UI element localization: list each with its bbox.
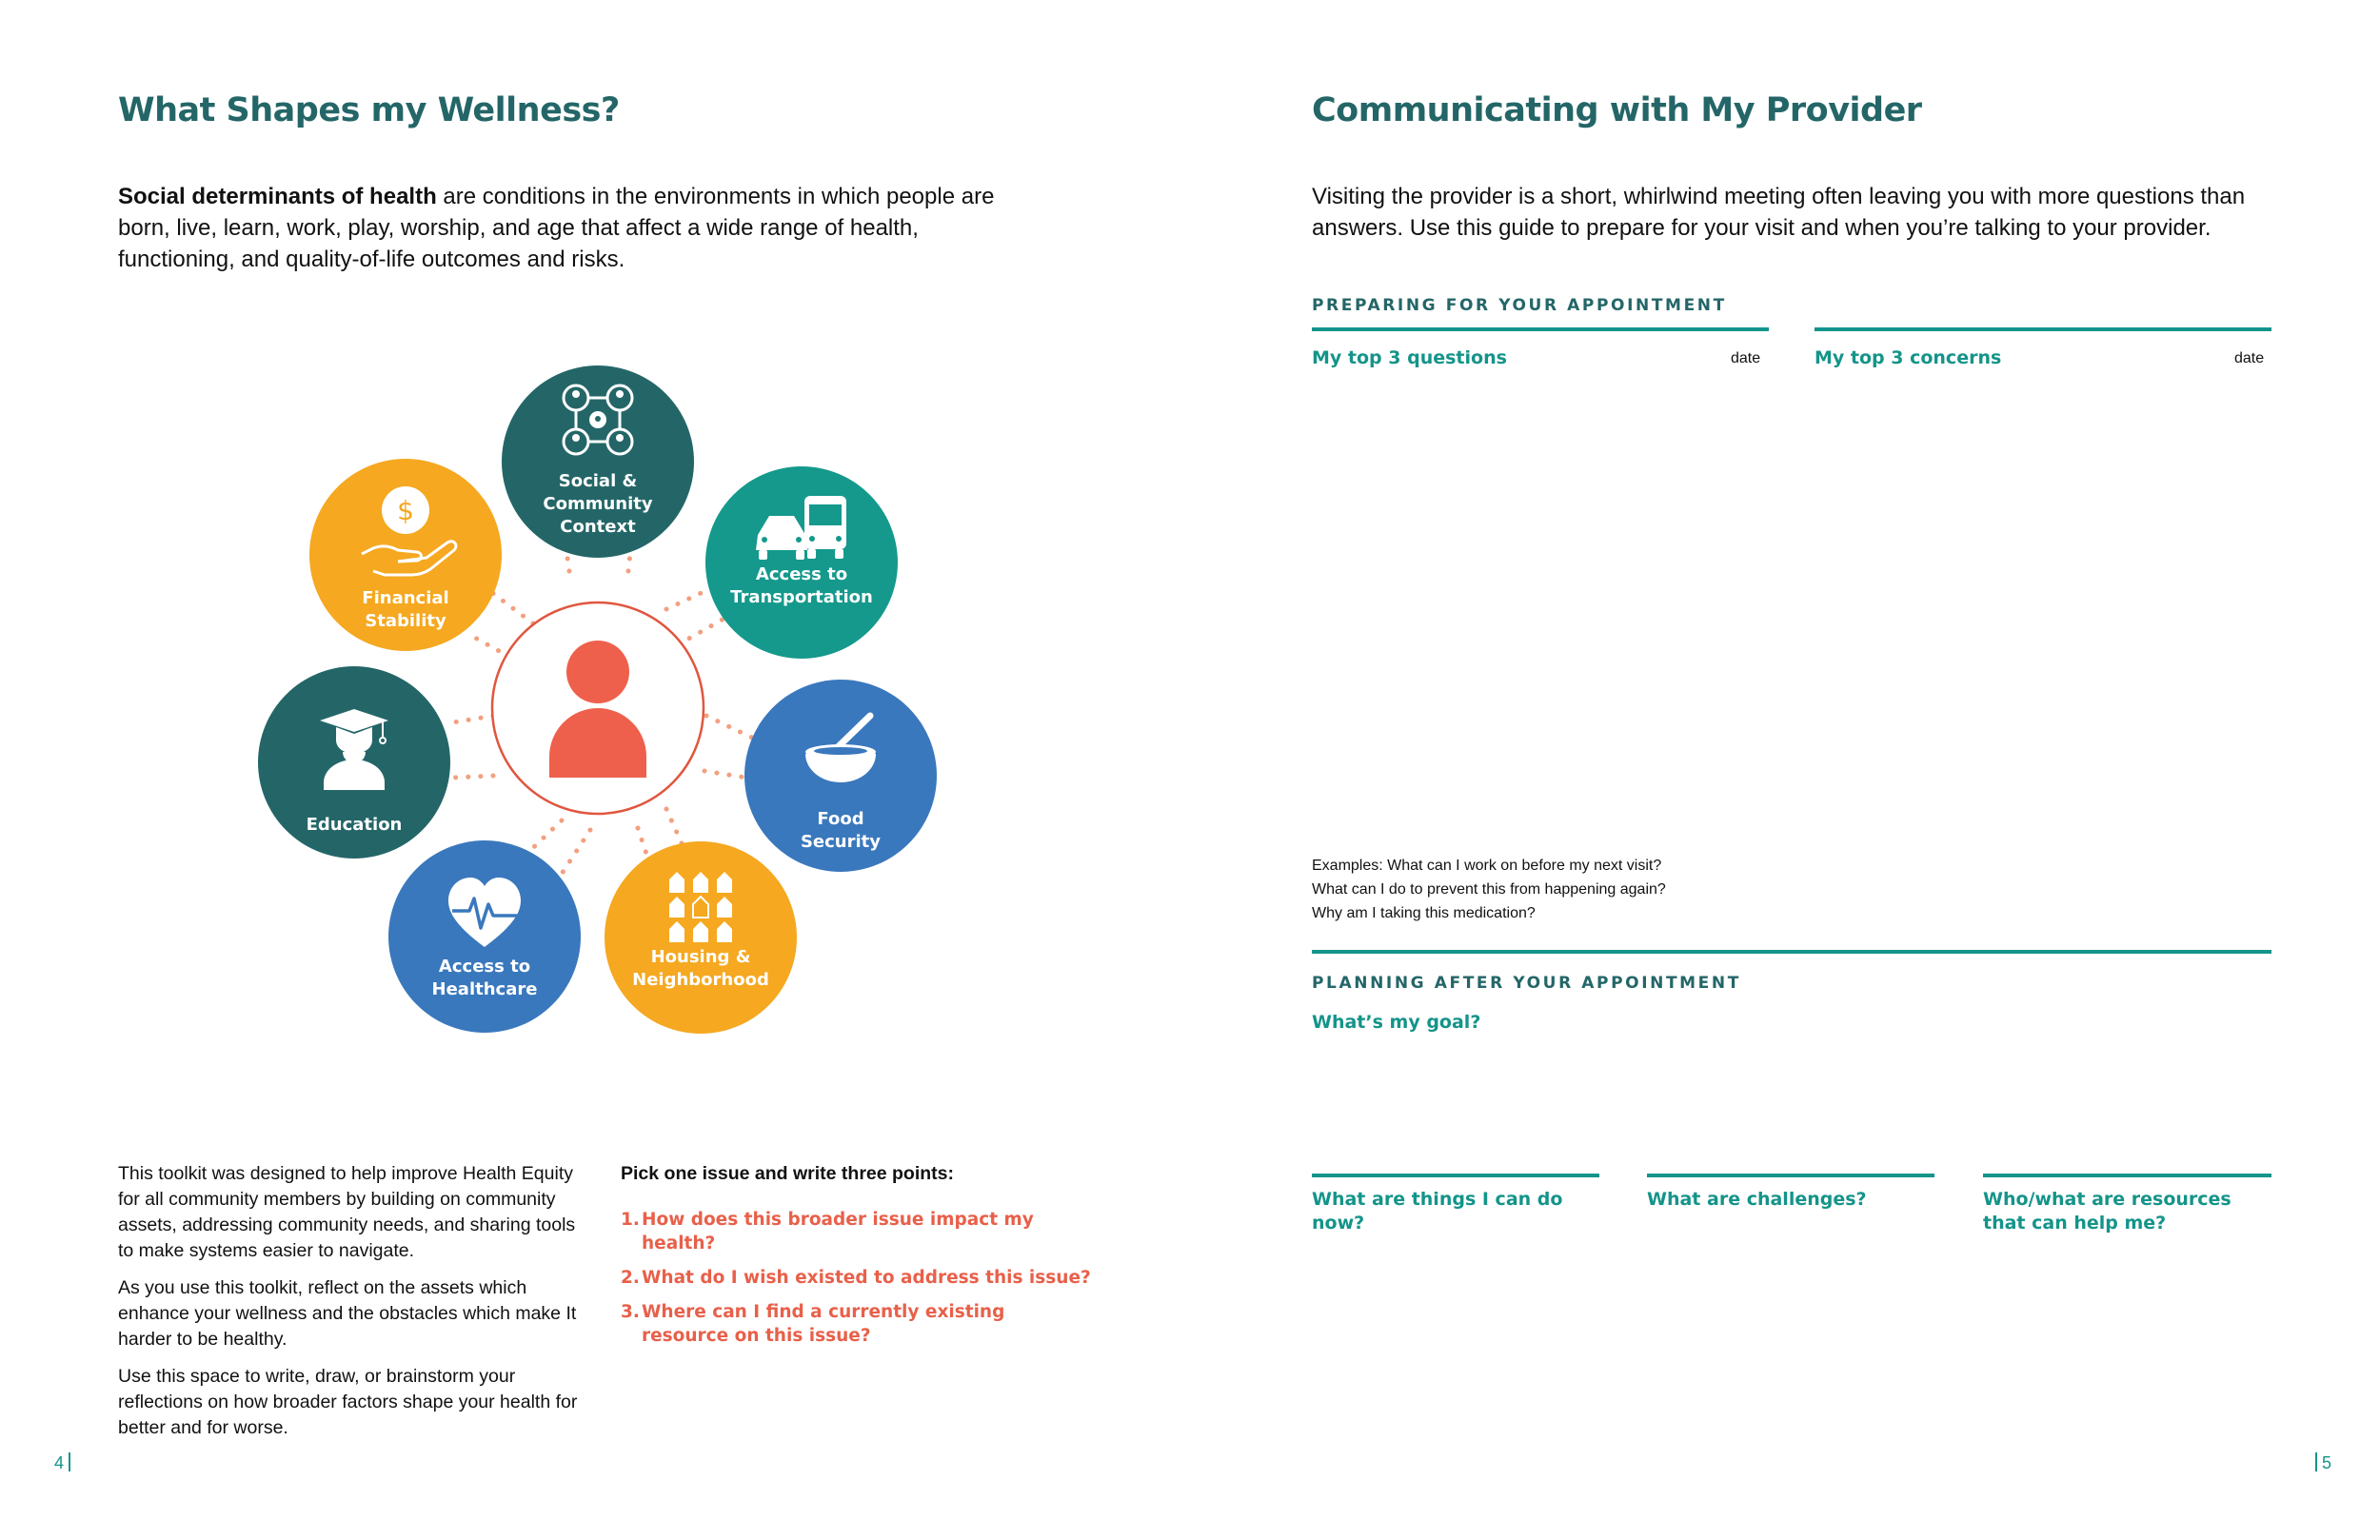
label-access-to-transport: Access to	[755, 564, 848, 584]
circle-housing	[605, 841, 797, 1034]
questions-date-label: date	[1731, 350, 1761, 366]
circle-food-security	[744, 680, 937, 872]
label-security: Security	[800, 832, 882, 852]
preparing-heading: PREPARING FOR YOUR APPOINTMENT	[1312, 296, 1727, 315]
question-text: How does this broader issue impact my health?	[642, 1210, 1034, 1254]
toolkit-para-1: This toolkit was designed to help improve Health Equity for all community members by building on community assets, addressing community needs, and sharing tools to make systems easier to navigate.	[118, 1163, 576, 1261]
toolkit-text	[118, 1161, 585, 1441]
concerns-date-label: date	[2234, 350, 2265, 366]
label-financial: Financial	[362, 588, 449, 608]
circle-social-community	[502, 365, 694, 558]
provider-intro: Visiting the provider is a short, whirlwind meeting often leaving you with more questions than answers. Use this guide to prepare for your visit and when you’re talking to your provider.	[1312, 184, 2246, 241]
question-number: 1.	[621, 1210, 640, 1230]
planning-rule	[1312, 950, 2271, 954]
resources-label: Who/what are resources that can help me?	[1983, 1189, 2231, 1234]
my-top-concerns-label: My top 3 concerns	[1815, 347, 2002, 368]
example-line: What can I do to prevent this from happening again?	[1312, 881, 1666, 898]
label-social: Social &	[558, 471, 638, 491]
page-divider	[2315, 1452, 2317, 1471]
issue-question	[621, 1300, 1097, 1348]
page-number-right	[2315, 1452, 2331, 1473]
label-community: Community	[543, 494, 653, 514]
label-access-to-health: Access to	[438, 957, 531, 977]
questions-rule	[1312, 327, 1769, 331]
issue-question	[621, 1266, 1097, 1290]
question-number: 2.	[621, 1268, 640, 1288]
column-rule-3	[1983, 1174, 2271, 1177]
question-number: 3.	[621, 1302, 640, 1322]
sdoh-term: Social determinants of health	[118, 184, 437, 209]
sdoh-diagram	[0, 0, 1047, 1085]
concerns-rule	[1815, 327, 2271, 331]
pick-issue-block	[621, 1161, 1097, 1348]
toolkit-para-2: As you use this toolkit, reflect on the assets which enhance your wellness and the obstacles which make It harder to be healthy.	[118, 1277, 577, 1350]
challenges-label: What are challenges?	[1647, 1189, 1867, 1210]
circle-healthcare	[388, 840, 581, 1033]
question-text: What do I wish existed to address this issue?	[642, 1268, 1091, 1288]
column-rule-1	[1312, 1174, 1599, 1177]
question-text: Where can I find a currently existing resource on this issue?	[642, 1302, 1005, 1346]
label-stability: Stability	[365, 611, 446, 631]
my-top-questions-label: My top 3 questions	[1312, 347, 1507, 368]
pick-issue-title: Pick one issue and write three points:	[621, 1163, 955, 1184]
example-line: Why am I taking this medication?	[1312, 905, 1536, 921]
issue-questions	[621, 1208, 1097, 1348]
things-i-can-do-label: What are things I can do now?	[1312, 1189, 1563, 1234]
examples-block	[1312, 854, 1883, 925]
label-healthcare: Healthcare	[431, 979, 538, 999]
center-person	[492, 602, 704, 814]
column-rule-2	[1647, 1174, 1934, 1177]
label-education: Education	[306, 815, 403, 835]
goal-label: What’s my goal?	[1312, 1012, 1481, 1033]
label-context: Context	[560, 517, 636, 537]
circle-financial	[309, 459, 502, 651]
label-housing: Housing &	[650, 947, 751, 967]
sdoh-definition: are conditions in the environments in which people are born, live, learn, work, play, worship, and age that affect a wide range of health, functioning, and quality-of-life outcomes and risks.	[118, 184, 995, 272]
label-neighborhood: Neighborhood	[632, 970, 769, 990]
planning-heading: PLANNING AFTER YOUR APPOINTMENT	[1312, 974, 1741, 993]
left-page-title: What Shapes my Wellness?	[118, 91, 620, 129]
page-number-4: 4	[54, 1453, 65, 1472]
right-page-title: Communicating with My Provider	[1312, 91, 1922, 129]
issue-question	[621, 1208, 1097, 1255]
page-number-5: 5	[2322, 1453, 2332, 1472]
toolkit-para-3: Use this space to write, draw, or brainstorm your reflections on how broader factors shape your health for better and for worse.	[118, 1366, 578, 1438]
example-line: Examples: What can I work on before my next visit?	[1312, 858, 1662, 874]
circle-transportation	[705, 466, 898, 659]
page-number-left	[54, 1452, 70, 1473]
page-divider	[69, 1452, 70, 1471]
svg-text:$: $	[397, 495, 414, 526]
circle-education	[258, 666, 450, 859]
label-food: Food	[817, 809, 864, 829]
label-transportation: Transportation	[730, 587, 873, 607]
